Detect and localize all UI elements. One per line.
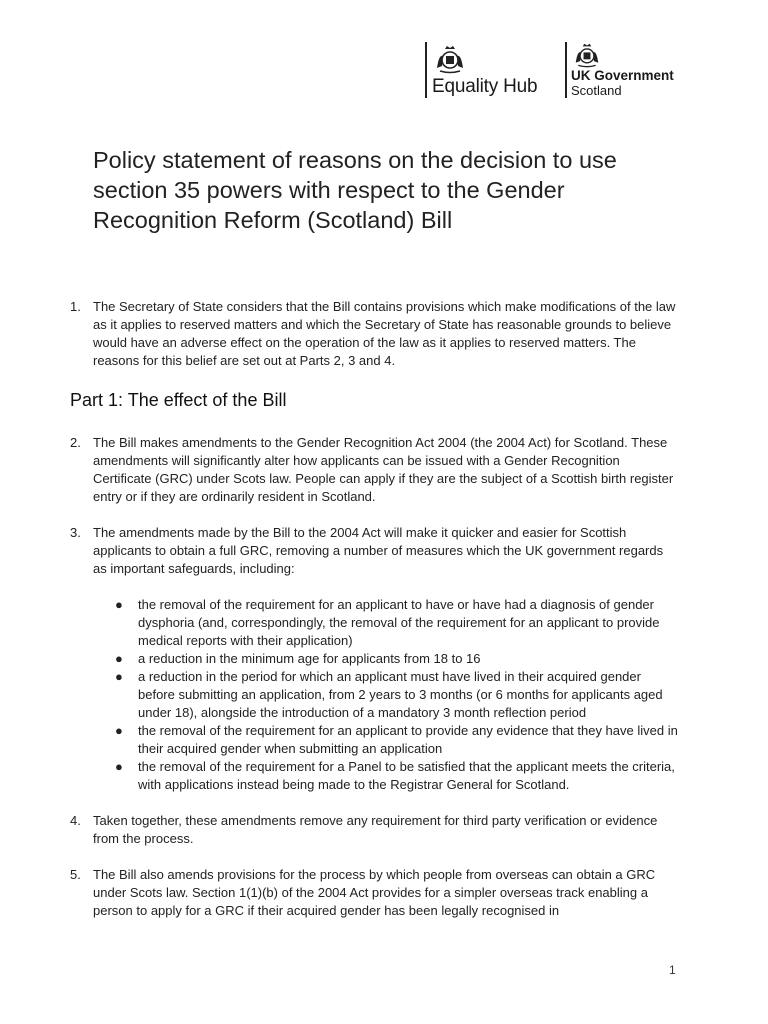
bullet-icon: ● xyxy=(115,597,123,612)
paragraph-text: The Bill makes amendments to the Gender Recognition Act 2004 (the 2004 Act) for Scotland. These amendments will significantly alter how applicants can be issued with a Gender Recognition Certificate (GRC) under Scots law. People can apply if they are the subject of a Scottish birth register entry or if they are ordinarily resident in Scotland. xyxy=(93,435,674,504)
list-item xyxy=(115,668,680,722)
royal-crest-icon xyxy=(573,42,601,68)
paragraph-number: 3. xyxy=(70,525,81,540)
list-item-text: a reduction in the period for which an applicant must have lived in their acquired gender before submitting an application, from 2 years to 3 months (or 6 months for applicants aged under 18), alongside the introduction of a mandatory 3 month reflection period xyxy=(138,669,663,720)
list-item xyxy=(115,758,680,794)
paragraph-number: 1. xyxy=(70,299,81,314)
logo-divider xyxy=(565,42,567,98)
paragraph-text: The amendments made by the Bill to the 2004 Act will make it quicker and easier for Scottish applicants to obtain a full GRC, removing a number of measures which the UK government regards as important safeguards, including: xyxy=(93,525,664,576)
list-item xyxy=(115,722,680,758)
paragraph-text: Taken together, these amendments remove any requirement for third party verification or evidence from the process. xyxy=(93,813,658,846)
document-body xyxy=(70,298,680,938)
page-number: 1 xyxy=(669,963,676,977)
list-item xyxy=(115,650,680,668)
bullet-icon: ● xyxy=(115,723,123,738)
page-title: Policy statement of reasons on the decision to use section 35 powers with respect to the Gender Recognition Reform (Scotland) Bill xyxy=(93,147,617,233)
paragraph-3 xyxy=(70,524,680,578)
section-heading-part-1: Part 1: The effect of the Bill xyxy=(70,390,287,410)
list-item-text: the removal of the requirement for an applicant to provide any evidence that they have lived in their acquired gender when submitting an application xyxy=(138,723,678,756)
paragraph-2 xyxy=(70,434,680,506)
scotland-label: Scotland xyxy=(571,83,622,98)
safeguards-list xyxy=(70,596,680,794)
list-item-text: a reduction in the minimum age for applicants from 18 to 16 xyxy=(138,651,481,666)
bullet-icon: ● xyxy=(115,669,123,684)
royal-crest-icon xyxy=(434,44,466,74)
paragraph-1 xyxy=(70,298,680,370)
paragraph-text: The Secretary of State considers that the Bill contains provisions which make modifications of the law as it applies to reserved matters and which the Secretary of State has reasonable grounds to believe would have an adverse effect on the operation of the law as it applies to reserved matters. The reasons for this belief are set out at Parts 2, 3 and 4. xyxy=(93,299,676,368)
paragraph-5 xyxy=(70,866,680,920)
paragraph-text: The Bill also amends provisions for the process by which people from overseas can obtain a GRC under Scots law. Section 1(1)(b) of the 2004 Act provides for a simpler overseas track enabling a person to apply for a GRC if their acquired gender has been legally recognised in xyxy=(93,867,656,918)
header-logos xyxy=(425,42,695,102)
list-item-text: the removal of the requirement for an applicant to have or have had a diagnosis of gender dysphoria (and, correspondingly, the removal of the requirement for an applicant to provide medical reports with their application) xyxy=(138,597,660,648)
equality-hub-logo xyxy=(425,42,550,100)
paragraph-4 xyxy=(70,812,680,848)
bullet-icon: ● xyxy=(115,651,123,666)
paragraph-number: 5. xyxy=(70,867,81,882)
list-item xyxy=(115,596,680,650)
list-item-text: the removal of the requirement for a Panel to be satisfied that the applicant meets the criteria, with applications instead being made to the Registrar General for Scotland. xyxy=(138,759,675,792)
uk-government-scotland-logo xyxy=(565,42,695,100)
paragraph-number: 2. xyxy=(70,435,81,450)
paragraph-number: 4. xyxy=(70,813,81,828)
bullet-icon: ● xyxy=(115,759,123,774)
uk-government-label: UK Government xyxy=(571,68,674,83)
equality-hub-label: Equality Hub xyxy=(432,76,538,97)
logo-divider xyxy=(425,42,427,98)
